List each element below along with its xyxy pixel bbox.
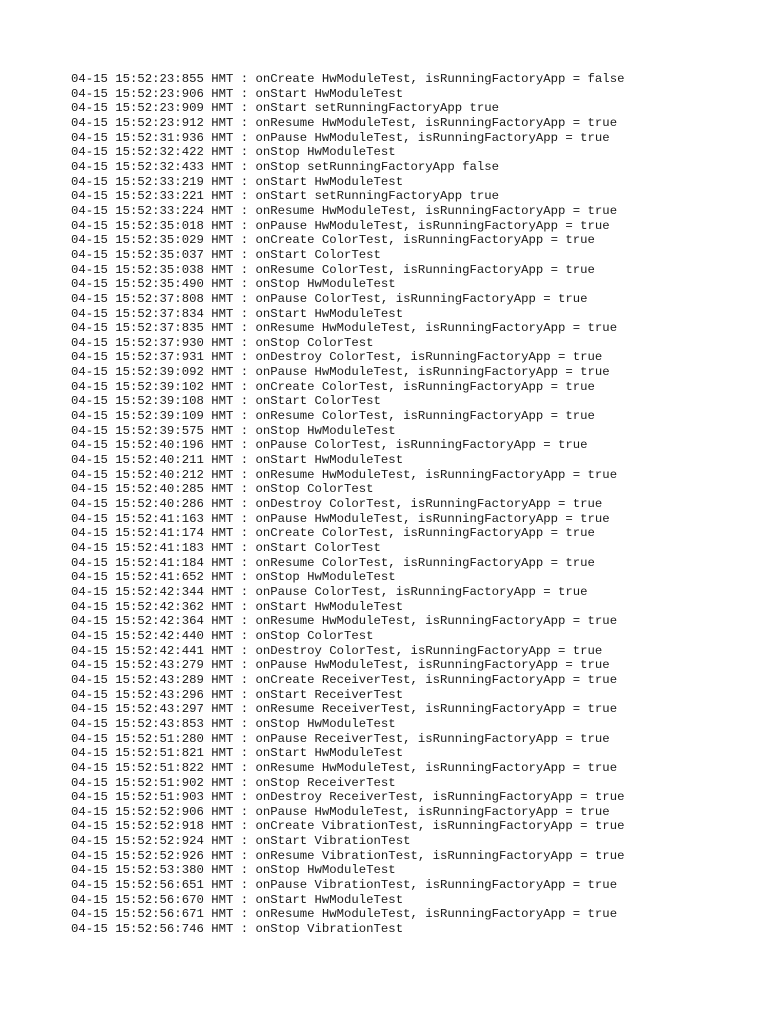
log-line: 04-15 15:52:37:930 HMT : onStop ColorTest <box>71 335 374 350</box>
log-line: 04-15 15:52:43:289 HMT : onCreate ReceiverTest, isRunningFactoryApp = true <box>71 672 618 687</box>
log-line: 04-15 15:52:39:102 HMT : onCreate ColorTest, isRunningFactoryApp = true <box>71 379 595 394</box>
log-line: 04-15 15:52:39:109 HMT : onResume ColorTest, isRunningFactoryApp = true <box>71 409 595 424</box>
log-line: 04-15 15:52:43:296 HMT : onStart ReceiverTest <box>71 687 404 702</box>
log-line: 04-15 15:52:33:224 HMT : onResume HwModuleTest, isRunningFactoryApp = true <box>71 203 618 218</box>
log-line: 04-15 15:52:33:221 HMT : onStart setRunningFactoryApp true <box>71 189 500 204</box>
log-line: 04-15 15:52:33:219 HMT : onStart HwModuleTest <box>71 174 404 189</box>
log-line: 04-15 15:52:42:441 HMT : onDestroy ColorTest, isRunningFactoryApp = true <box>71 643 603 658</box>
log-line: 04-15 15:52:42:344 HMT : onPause ColorTest, isRunningFactoryApp = true <box>71 584 588 599</box>
log-line: 04-15 15:52:41:163 HMT : onPause HwModuleTest, isRunningFactoryApp = true <box>71 511 610 526</box>
log-line: 04-15 15:52:35:018 HMT : onPause HwModuleTest, isRunningFactoryApp = true <box>71 218 610 233</box>
log-line: 04-15 15:52:51:280 HMT : onPause ReceiverTest, isRunningFactoryApp = true <box>71 731 610 746</box>
log-line: 04-15 15:52:40:212 HMT : onResume HwModuleTest, isRunningFactoryApp = true <box>71 467 618 482</box>
log-line: 04-15 15:52:23:909 HMT : onStart setRunningFactoryApp true <box>71 101 500 116</box>
log-line: 04-15 15:52:56:746 HMT : onStop VibrationTest <box>71 922 404 937</box>
log-line: 04-15 15:52:56:651 HMT : onPause VibrationTest, isRunningFactoryApp = true <box>71 878 618 893</box>
log-line: 04-15 15:52:51:903 HMT : onDestroy ReceiverTest, isRunningFactoryApp = true <box>71 790 625 805</box>
log-line: 04-15 15:52:37:835 HMT : onResume HwModuleTest, isRunningFactoryApp = true <box>71 321 618 336</box>
log-line: 04-15 15:52:23:912 HMT : onResume HwModuleTest, isRunningFactoryApp = true <box>71 115 618 130</box>
log-line: 04-15 15:52:32:422 HMT : onStop HwModuleTest <box>71 145 396 160</box>
log-line: 04-15 15:52:42:440 HMT : onStop ColorTest <box>71 628 374 643</box>
log-line: 04-15 15:52:53:380 HMT : onStop HwModuleTest <box>71 863 396 878</box>
log-line: 04-15 15:52:43:279 HMT : onPause HwModuleTest, isRunningFactoryApp = true <box>71 658 610 673</box>
log-line: 04-15 15:52:52:918 HMT : onCreate VibrationTest, isRunningFactoryApp = true <box>71 819 625 834</box>
log-line: 04-15 15:52:40:286 HMT : onDestroy ColorTest, isRunningFactoryApp = true <box>71 497 603 512</box>
log-text-block <box>71 72 624 937</box>
log-line: 04-15 15:52:37:834 HMT : onStart HwModuleTest <box>71 306 404 321</box>
log-line: 04-15 15:52:32:433 HMT : onStop setRunningFactoryApp false <box>71 159 500 174</box>
log-line: 04-15 15:52:41:174 HMT : onCreate ColorTest, isRunningFactoryApp = true <box>71 526 595 541</box>
log-line: 04-15 15:52:40:196 HMT : onPause ColorTest, isRunningFactoryApp = true <box>71 438 588 453</box>
log-line: 04-15 15:52:35:490 HMT : onStop HwModuleTest <box>71 277 396 292</box>
log-line: 04-15 15:52:41:184 HMT : onResume ColorTest, isRunningFactoryApp = true <box>71 555 595 570</box>
log-line: 04-15 15:52:23:906 HMT : onStart HwModuleTest <box>71 86 404 101</box>
log-line: 04-15 15:52:40:211 HMT : onStart HwModuleTest <box>71 453 404 468</box>
log-line: 04-15 15:52:42:364 HMT : onResume HwModuleTest, isRunningFactoryApp = true <box>71 614 618 629</box>
log-line: 04-15 15:52:52:924 HMT : onStart VibrationTest <box>71 834 411 849</box>
log-line: 04-15 15:52:31:936 HMT : onPause HwModuleTest, isRunningFactoryApp = true <box>71 130 610 145</box>
log-line: 04-15 15:52:35:037 HMT : onStart ColorTest <box>71 247 381 262</box>
log-line: 04-15 15:52:39:092 HMT : onPause HwModuleTest, isRunningFactoryApp = true <box>71 365 610 380</box>
log-line: 04-15 15:52:40:285 HMT : onStop ColorTest <box>71 482 374 497</box>
log-line: 04-15 15:52:51:822 HMT : onResume HwModuleTest, isRunningFactoryApp = true <box>71 760 618 775</box>
log-line: 04-15 15:52:43:297 HMT : onResume ReceiverTest, isRunningFactoryApp = true <box>71 702 618 717</box>
log-line: 04-15 15:52:52:926 HMT : onResume VibrationTest, isRunningFactoryApp = true <box>71 848 625 863</box>
log-line: 04-15 15:52:43:853 HMT : onStop HwModuleTest <box>71 716 396 731</box>
log-line: 04-15 15:52:35:029 HMT : onCreate ColorTest, isRunningFactoryApp = true <box>71 233 595 248</box>
log-line: 04-15 15:52:37:808 HMT : onPause ColorTest, isRunningFactoryApp = true <box>71 291 588 306</box>
log-line: 04-15 15:52:35:038 HMT : onResume ColorTest, isRunningFactoryApp = true <box>71 262 595 277</box>
log-line: 04-15 15:52:51:821 HMT : onStart HwModuleTest <box>71 746 404 761</box>
log-line: 04-15 15:52:56:671 HMT : onResume HwModuleTest, isRunningFactoryApp = true <box>71 907 618 922</box>
log-line: 04-15 15:52:39:575 HMT : onStop HwModuleTest <box>71 423 396 438</box>
log-line: 04-15 15:52:42:362 HMT : onStart HwModuleTest <box>71 599 404 614</box>
log-line: 04-15 15:52:39:108 HMT : onStart ColorTest <box>71 394 381 409</box>
log-line: 04-15 15:52:41:652 HMT : onStop HwModuleTest <box>71 570 396 585</box>
log-line: 04-15 15:52:51:902 HMT : onStop ReceiverTest <box>71 775 396 790</box>
log-line: 04-15 15:52:23:855 HMT : onCreate HwModuleTest, isRunningFactoryApp = false <box>71 72 625 86</box>
log-line: 04-15 15:52:52:906 HMT : onPause HwModuleTest, isRunningFactoryApp = true <box>71 804 610 819</box>
log-line: 04-15 15:52:41:183 HMT : onStart ColorTest <box>71 541 381 555</box>
log-line: 04-15 15:52:37:931 HMT : onDestroy ColorTest, isRunningFactoryApp = true <box>71 350 603 365</box>
log-line: 04-15 15:52:56:670 HMT : onStart HwModuleTest <box>71 892 404 907</box>
